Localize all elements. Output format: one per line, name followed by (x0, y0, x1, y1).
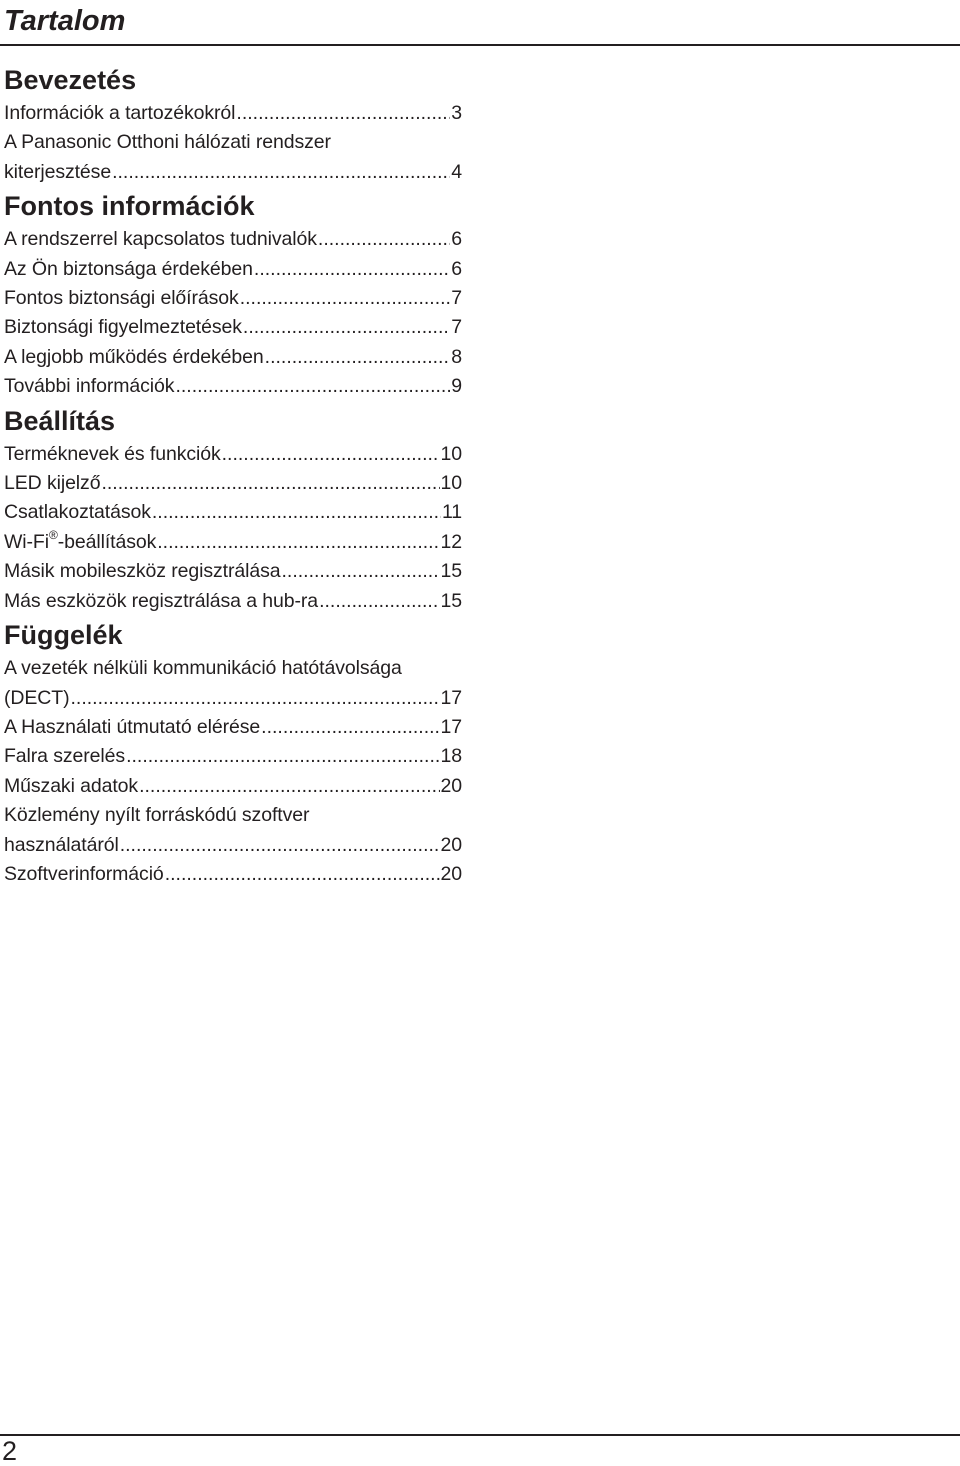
toc-entry-page: 15 (440, 589, 462, 612)
dot-leader (319, 587, 439, 616)
toc-entry-title: Szoftverinformáció (4, 862, 164, 885)
page-number: 2 (2, 1436, 18, 1466)
toc-entry-title: Fontos biztonsági előírások (4, 287, 239, 310)
toc-entry[interactable] (4, 860, 462, 889)
toc-entry-title: Műszaki adatok (4, 774, 139, 797)
toc-entry[interactable] (4, 313, 462, 342)
toc-entry-page: 4 (451, 160, 462, 183)
dot-leader (236, 99, 450, 128)
footer-divider (0, 1434, 960, 1436)
dot-leader (126, 742, 439, 771)
toc-entry[interactable] (4, 587, 462, 616)
dot-leader (243, 313, 450, 342)
dot-leader (282, 557, 440, 586)
toc-entry-page: 6 (451, 228, 462, 251)
toc-entry-title-line: A Panasonic Otthoni hálózati rendszer (4, 131, 331, 154)
dot-leader (157, 528, 439, 557)
toc-entry-page: 17 (440, 715, 462, 738)
toc-entry-title: Másik mobileszköz regisztrálása (4, 560, 281, 583)
toc-entry-title: használatáról (4, 833, 119, 856)
toc-entry-title: Az Ön biztonsága érdekében (4, 257, 253, 280)
dot-leader (152, 498, 441, 527)
toc-entry[interactable] (4, 225, 462, 254)
toc-entry-page: 8 (451, 345, 462, 368)
toc-entry-page: 7 (451, 287, 462, 310)
section-heading: Beállítás (4, 405, 116, 436)
page-title: Tartalom (4, 5, 126, 37)
toc-entry[interactable] (4, 128, 462, 187)
section-heading: Függelék (4, 620, 123, 651)
toc-entry-page: 10 (440, 472, 462, 495)
toc-entry-page: 7 (451, 316, 462, 339)
toc-entry-title (4, 528, 156, 557)
toc-entry-title: Csatlakoztatások (4, 501, 151, 524)
toc-entry[interactable] (4, 713, 462, 742)
toc-entry-title: További információk (4, 375, 175, 398)
dot-leader (165, 860, 440, 889)
toc-section-fontos-informaciok (4, 187, 462, 401)
dot-leader (222, 440, 440, 469)
toc-entry-page: 6 (451, 257, 462, 280)
toc-section-beallitas (4, 402, 462, 616)
toc-entry-page: 20 (440, 833, 462, 856)
dot-leader (265, 343, 451, 372)
registered-mark: ® (48, 528, 58, 543)
toc-entry-title: LED kijelző (4, 472, 101, 495)
toc-entry[interactable] (4, 742, 462, 771)
toc-entry-page: 15 (440, 560, 462, 583)
toc-entry-title: A rendszerrel kapcsolatos tudnivalók (4, 228, 317, 251)
toc-entry-title: Terméknevek és funkciók (4, 442, 221, 465)
toc-entry[interactable] (4, 654, 462, 713)
toc-entry-title: kiterjesztése (4, 160, 112, 183)
toc-entry-title: A Használati útmutató elérése (4, 715, 261, 738)
section-heading: Bevezetés (4, 65, 137, 95)
dot-leader (240, 284, 451, 313)
toc-entry-page: 18 (440, 745, 462, 768)
toc-entry-page: 17 (440, 686, 462, 709)
dot-leader (318, 225, 450, 254)
toc-entry-title: Biztonsági figyelmeztetések (4, 316, 242, 339)
wifi-label: Wi-Fi (4, 530, 49, 553)
toc-entry[interactable] (4, 284, 462, 313)
toc-entry[interactable] (4, 469, 462, 498)
toc-entry-title-line: A vezeték nélküli kommunikáció hatótávolsága (4, 657, 402, 680)
dot-leader (70, 684, 439, 713)
dot-leader (101, 469, 439, 498)
toc-entry-page: 9 (451, 375, 462, 398)
toc-entry[interactable] (4, 528, 462, 557)
toc-entry-title: Más eszközök regisztrálása a hub-ra (4, 589, 319, 612)
toc-entry[interactable] (4, 440, 462, 469)
toc-entry-page: 12 (440, 530, 462, 553)
section-heading: Fontos információk (4, 191, 255, 222)
dot-leader (120, 831, 440, 860)
toc-entry[interactable] (4, 372, 462, 401)
toc-entry-title: Információk a tartozékokról (4, 102, 236, 124)
toc-entry-page: 3 (451, 102, 462, 124)
toc-entry[interactable] (4, 343, 462, 372)
dot-leader (175, 372, 450, 401)
wifi-label-suffix: -beállítások (57, 530, 157, 553)
toc-entry[interactable] (4, 498, 462, 527)
table-of-contents (4, 61, 462, 889)
toc-entry[interactable] (4, 99, 462, 128)
toc-entry-page: 20 (440, 774, 462, 797)
toc-entry[interactable] (4, 772, 462, 801)
dot-leader (139, 772, 439, 801)
toc-entry-title: A legjobb működés érdekében (4, 345, 264, 368)
toc-entry[interactable] (4, 255, 462, 284)
dot-leader (261, 713, 439, 742)
toc-entry-title: Falra szerelés (4, 745, 126, 768)
dot-leader (112, 158, 450, 187)
toc-section-bevezetes (4, 61, 462, 187)
toc-entry-title-line: Közlemény nyílt forráskódú szoftver (4, 804, 310, 827)
toc-section-fuggelek (4, 616, 462, 889)
dot-leader (254, 255, 450, 284)
toc-entry-page: 11 (441, 501, 462, 524)
toc-entry-page: 20 (440, 862, 462, 885)
toc-entry-page: 10 (440, 442, 462, 465)
toc-entry-title: (DECT) (4, 686, 70, 709)
title-divider (0, 44, 960, 46)
toc-entry[interactable] (4, 557, 462, 586)
toc-entry[interactable] (4, 801, 462, 860)
